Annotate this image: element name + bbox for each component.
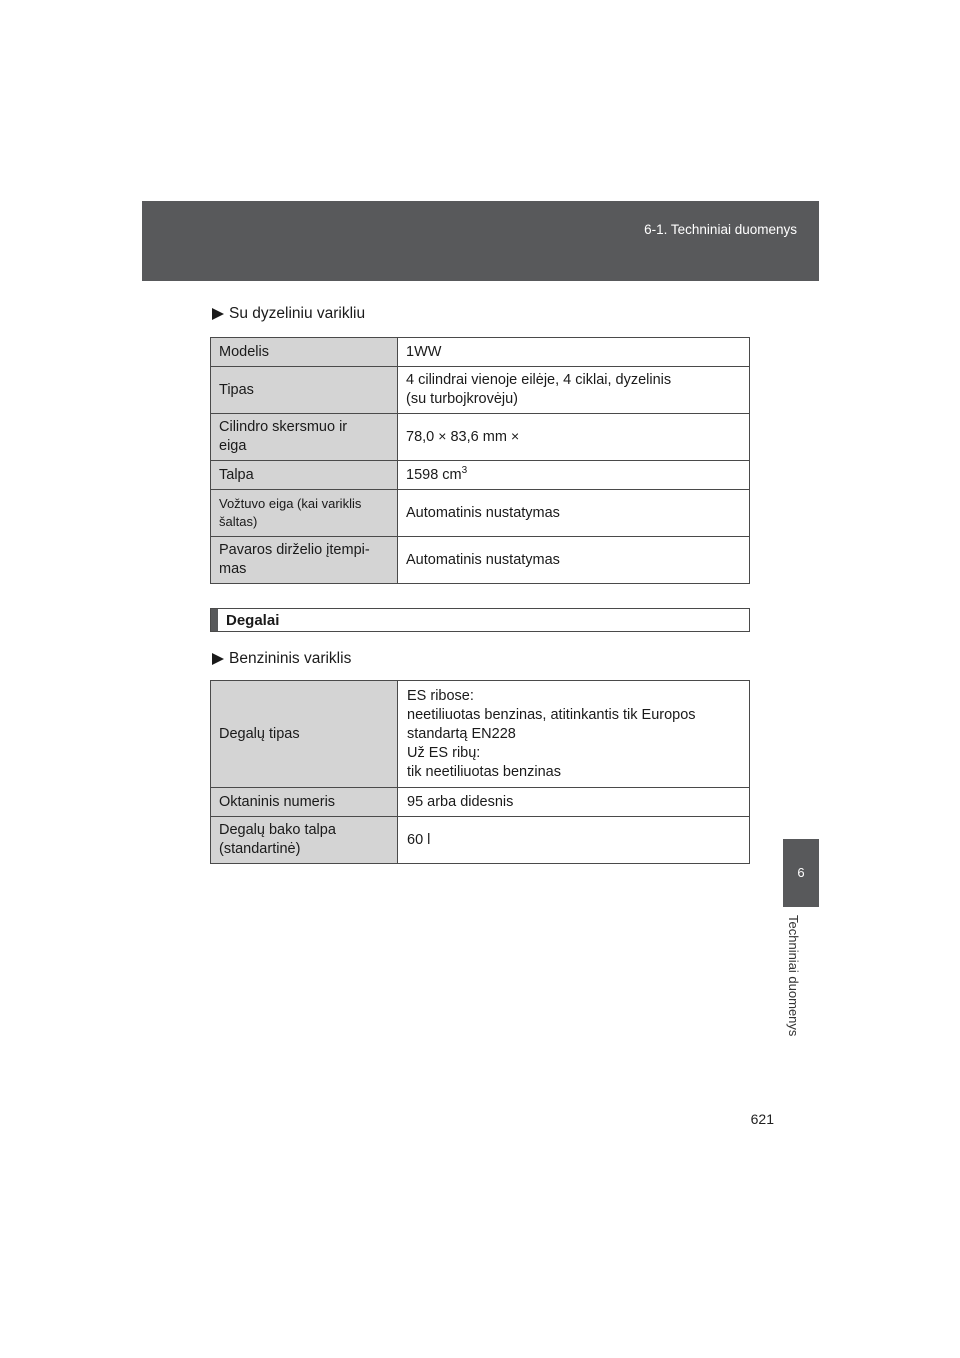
table-row xyxy=(211,817,750,864)
table-row xyxy=(211,367,750,414)
value-line: standartą EN228 xyxy=(407,725,516,742)
row-key xyxy=(211,817,398,864)
diesel-section-heading xyxy=(212,305,365,323)
key-line: (standartinė) xyxy=(219,841,301,857)
row-key: Tipas xyxy=(211,367,398,414)
key-line: šaltas) xyxy=(219,514,258,529)
stroke-value: 83,6 mm xyxy=(450,429,507,445)
fuel-spec-table xyxy=(210,680,750,864)
table-row xyxy=(211,681,750,788)
row-value: 60 l xyxy=(398,817,750,864)
value-line: neetiliuotas benzinas, atitinkantis tik Europos xyxy=(407,706,696,723)
petrol-heading-text: Benzininis variklis xyxy=(229,650,352,667)
heading-marker xyxy=(211,609,218,631)
table-row xyxy=(211,461,750,490)
table-row xyxy=(211,338,750,367)
superscript: 3 xyxy=(461,464,468,476)
header-band xyxy=(142,201,819,281)
displacement-value: 1598 cm xyxy=(406,466,462,483)
chapter-number: 6 xyxy=(797,865,805,880)
row-value xyxy=(398,414,750,461)
row-key: Talpa xyxy=(211,461,398,490)
key-line: mas xyxy=(219,561,247,577)
value-line: 4 cilindrai vienoje eilėje, 4 ciklai, dyzelinis xyxy=(406,372,672,388)
chapter-tab xyxy=(783,839,819,907)
bore-value: 78,0 xyxy=(406,429,435,445)
key-line: Degalų bako talpa xyxy=(219,822,336,838)
multiply-icon: × xyxy=(438,428,447,444)
key-line: Cilindro skersmuo ir xyxy=(219,419,348,435)
diesel-spec-table xyxy=(210,337,750,584)
header-title: 6-1. Techniniai duomenys xyxy=(644,222,797,237)
fuel-heading-text: Degalai xyxy=(226,611,280,629)
row-key xyxy=(211,414,398,461)
multiply-icon: × xyxy=(510,428,520,444)
diesel-heading-text: Su dyzeliniu varikliu xyxy=(229,305,366,322)
key-line: Pavaros dirželio įtempi- xyxy=(219,542,370,558)
fuel-section-heading xyxy=(210,608,750,632)
petrol-section-heading xyxy=(212,650,351,668)
key-line: eiga xyxy=(219,438,247,454)
key-line: Vožtuvo eiga (kai variklis xyxy=(219,496,362,511)
row-value xyxy=(398,367,750,414)
row-value: 1WW xyxy=(398,338,750,367)
row-key xyxy=(211,537,398,584)
table-row xyxy=(211,788,750,817)
row-key: Oktaninis numeris xyxy=(211,788,398,817)
value-line: (su turbojkrovėju) xyxy=(406,391,519,407)
row-value: 95 arba didesnis xyxy=(398,788,750,817)
row-value xyxy=(398,461,750,490)
page-number: 621 xyxy=(750,1111,774,1127)
value-line: Už ES ribų: xyxy=(407,744,481,761)
row-key xyxy=(211,490,398,537)
value-line: tik neetiliuotas benzinas xyxy=(407,763,561,780)
triangle-bullet-icon xyxy=(212,653,224,665)
row-key: Modelis xyxy=(211,338,398,367)
triangle-bullet-icon xyxy=(212,308,224,320)
table-row xyxy=(211,537,750,584)
row-value: Automatinis nustatymas xyxy=(398,490,750,537)
table-row xyxy=(211,414,750,461)
chapter-label: Techniniai duomenys xyxy=(786,915,801,1037)
row-value: Automatinis nustatymas xyxy=(398,537,750,584)
row-key: Degalų tipas xyxy=(211,681,398,788)
value-line: ES ribose: xyxy=(407,687,474,704)
table-row xyxy=(211,490,750,537)
row-value xyxy=(398,681,750,788)
